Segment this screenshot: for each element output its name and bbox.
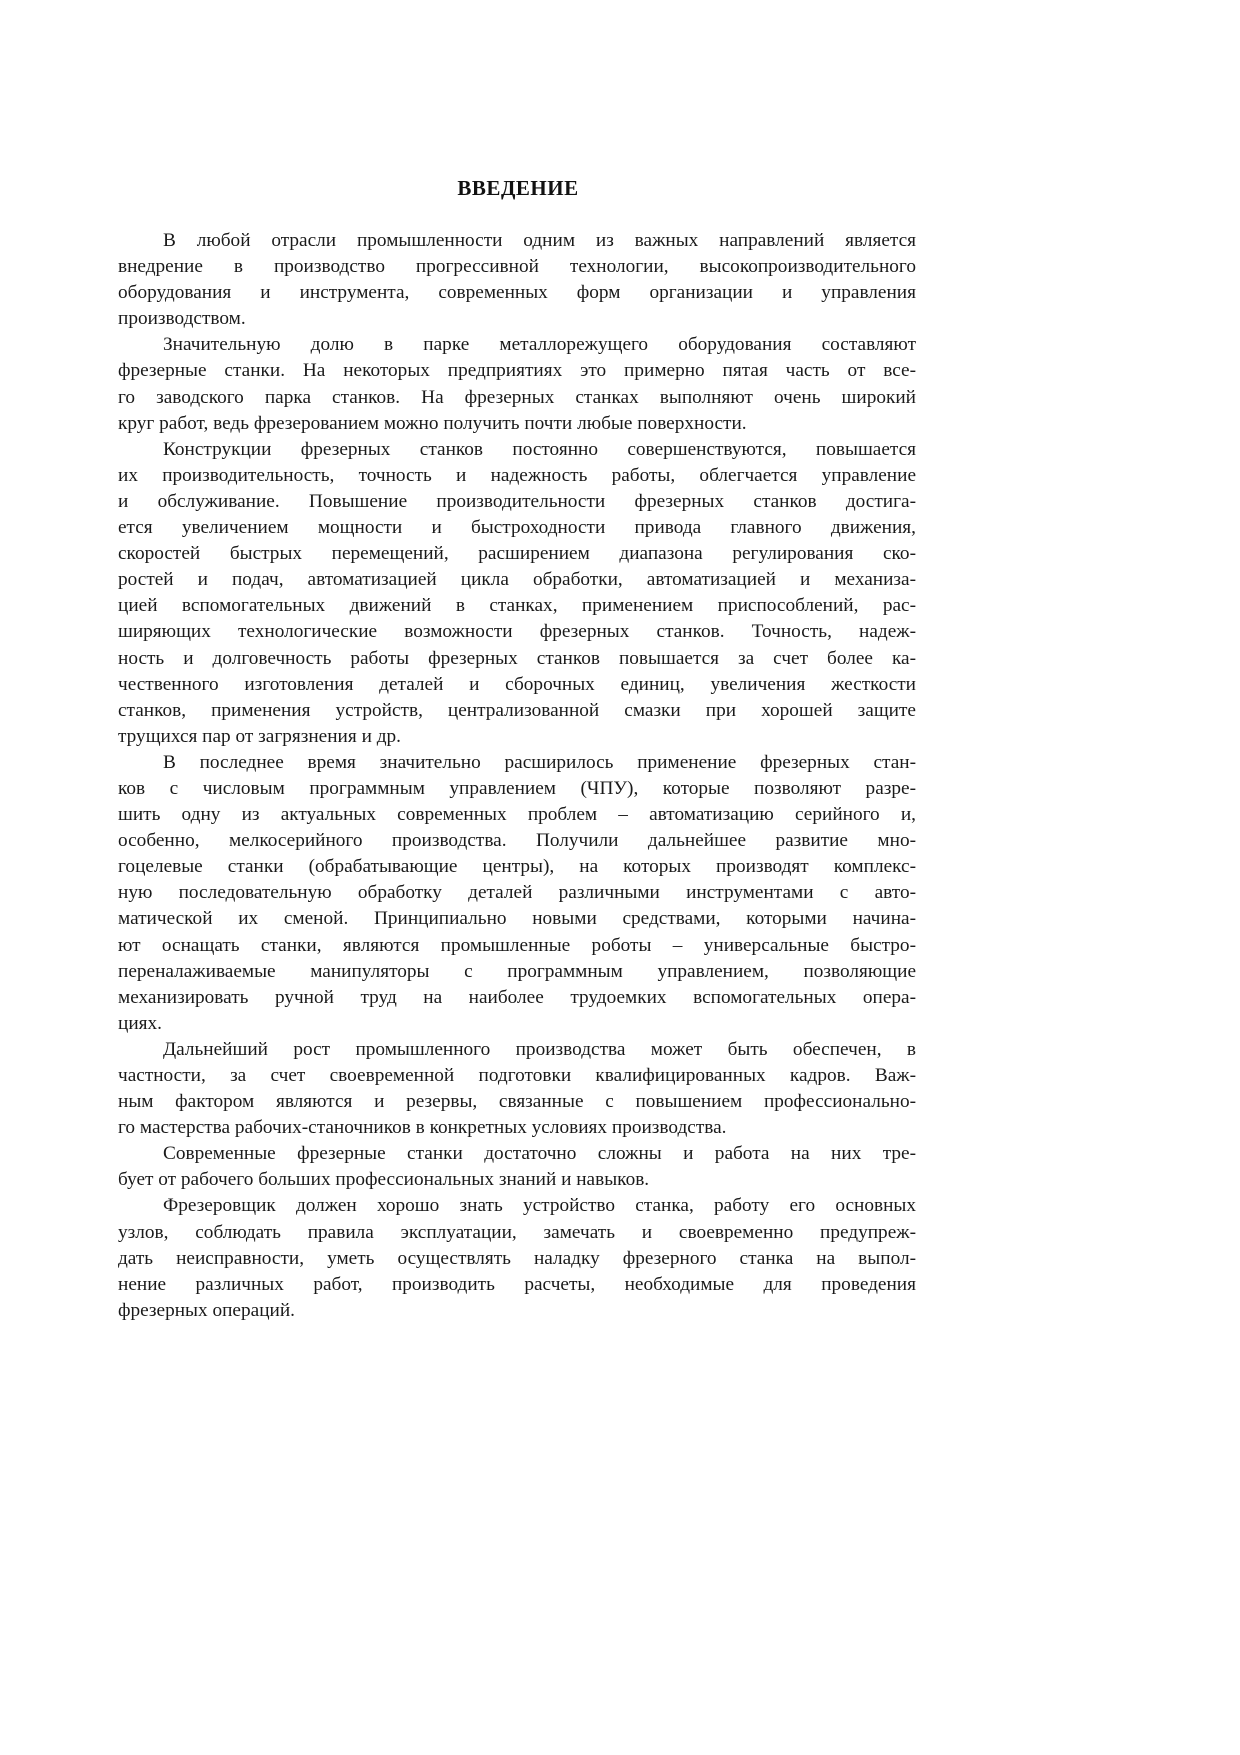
text-line: го мастерства рабочих-станочников в конкретных условиях производства. — [118, 1117, 727, 1139]
paragraph — [118, 332, 916, 436]
text-line: ют оснащать станки, являются промышленные роботы – универсальные быстро- — [118, 934, 916, 956]
text-line: фрезерных операций. — [118, 1299, 295, 1321]
text-line: Дальнейший рост промышленного производства может быть обеспечен, в — [163, 1038, 916, 1060]
text-line: шить одну из актуальных современных проблем – автоматизацию серийного и, — [118, 804, 916, 826]
text-line: оборудования и инструмента, современных форм организации и управления — [118, 282, 916, 304]
text-line: частности, за счет своевременной подготовки квалифицированных кадров. Важ- — [118, 1065, 916, 1086]
text-line: производством. — [118, 308, 246, 330]
text-line: переналаживаемые манипуляторы с программным управлением, позволяющие — [118, 960, 916, 982]
text-line: круг работ, ведь фрезерованием можно получить почти любые поверхности. — [118, 412, 747, 434]
paragraph — [118, 1141, 916, 1193]
text-line: В последнее время значительно расширилось применение фрезерных стан- — [163, 751, 916, 773]
paragraph — [118, 1037, 916, 1141]
text-line: узлов, соблюдать правила эксплуатации, замечать и своевременно предупреж- — [118, 1221, 916, 1243]
text-line: трущихся пар от загрязнения и др. — [118, 725, 401, 747]
text-line: циях. — [118, 1012, 162, 1034]
text-line: ность и долговечность работы фрезерных станков повышается за счет более ка- — [118, 647, 916, 669]
text-line: Конструкции фрезерных станков постоянно совершенствуются, повышается — [163, 438, 916, 460]
text-line: матической их сменой. Принципиально новыми средствами, которыми начина- — [118, 908, 916, 930]
text-line: Значительную долю в парке металлорежущего оборудования составляют — [163, 334, 916, 356]
text-line: ным фактором являются и резервы, связанные с повышением профессионально- — [118, 1091, 916, 1113]
paragraph — [118, 750, 916, 1037]
text-line: их производительность, точность и надежность работы, облегчается управление — [118, 464, 916, 486]
text-line: гоцелевые станки (обрабатывающие центры), на которых производят комплекс- — [118, 856, 916, 878]
text-line: дать неисправности, уметь осуществлять наладку фрезерного станка на выпол- — [118, 1247, 916, 1269]
text-line: Современные фрезерные станки достаточно сложны и работа на них тре- — [163, 1143, 916, 1165]
text-line: чественного изготовления деталей и сборочных единиц, увеличения жесткости — [118, 673, 916, 695]
body-text — [118, 228, 916, 1324]
text-line: фрезерные станки. На некоторых предприятиях это примерно пятая часть от все- — [118, 360, 916, 382]
paragraph — [118, 1193, 916, 1323]
text-line: цией вспомогательных движений в станках, применением приспособлений, рас- — [118, 595, 916, 617]
text-line: ную последовательную обработку деталей различными инструментами с авто- — [118, 882, 916, 904]
text-line: особенно, мелкосерийного производства. Получили дальнейшее развитие мно- — [118, 830, 916, 852]
text-line: Фрезеровщик должен хорошо знать устройство станка, работу его основных — [163, 1195, 916, 1217]
text-line: ростей и подач, автоматизацией цикла обработки, автоматизацией и механиза- — [118, 569, 916, 591]
text-line: ков с числовым программным управлением (ЧПУ), которые позволяют разре- — [118, 777, 916, 799]
text-line: бует от рабочего больших профессиональных знаний и навыков. — [118, 1169, 650, 1191]
text-line: нение различных работ, производить расчеты, необходимые для проведения — [118, 1273, 916, 1295]
text-line: внедрение в производство прогрессивной технологии, высокопроизводительного — [118, 256, 916, 278]
paragraph — [118, 437, 916, 750]
text-line: и обслуживание. Повышение производительности фрезерных станков достига- — [118, 490, 916, 512]
text-line: В любой отрасли промышленности одним из важных направлений является — [163, 230, 916, 251]
text-line: станков, применения устройств, централизованной смазки при хорошей защите — [118, 699, 916, 721]
text-line: механизировать ручной труд на наиболее трудоемких вспомогательных опера- — [118, 986, 916, 1008]
text-line: го заводского парка станков. На фрезерных станках выполняют очень широкий — [118, 386, 916, 408]
text-line: ширяющих технологические возможности фрезерных станков. Точность, надеж- — [118, 621, 916, 643]
page-title: ВВЕДЕНИЕ — [457, 176, 579, 200]
text-line: скоростей быстрых перемещений, расширением диапазона регулирования ско- — [118, 543, 916, 565]
paragraph — [118, 228, 916, 332]
text-line: ется увеличением мощности и быстроходности привода главного движения, — [118, 517, 916, 539]
